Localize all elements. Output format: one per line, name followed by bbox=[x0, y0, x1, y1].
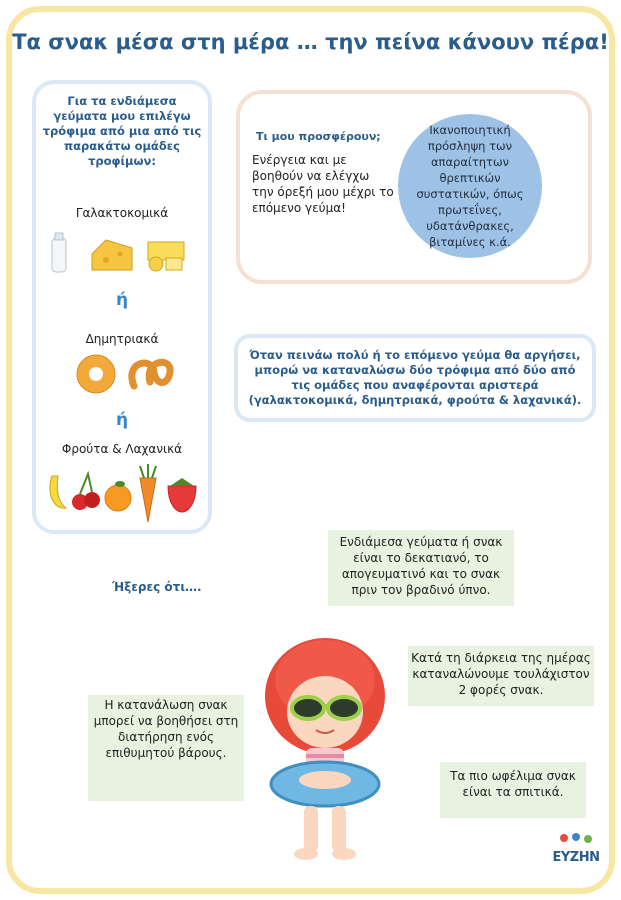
food-groups-panel bbox=[32, 80, 212, 534]
swim-ring-icon bbox=[271, 762, 379, 806]
dairy-images bbox=[44, 232, 204, 276]
cereals-label: Δημητριακά bbox=[85, 332, 159, 346]
bubble-text-4: Τα πιο ωφέλιμα σνακ είναι τα σπιτικά. bbox=[450, 769, 576, 799]
speech-bubble-homemade bbox=[440, 762, 586, 818]
speech-bubble-snacks-definition bbox=[328, 530, 514, 606]
speech-bubble-weight bbox=[88, 695, 244, 801]
logo-text: ΕΥΖΗΝ bbox=[552, 850, 600, 865]
benefits-panel bbox=[236, 90, 592, 284]
logo-figures-icon bbox=[548, 832, 604, 850]
bagel-icon bbox=[77, 355, 115, 393]
or-separator-2: ή bbox=[115, 410, 129, 430]
orange-icon bbox=[105, 481, 131, 511]
fruit-images bbox=[44, 464, 204, 524]
legs-icon bbox=[294, 806, 356, 860]
fruits-vegetables-label: Φρούτα & Λαχανικά bbox=[61, 442, 183, 456]
bubble-text-1: Ενδιάμεσα γεύματα ή σνακ είναι το δεκατιανό, το απογευματινό και το σνακ πριν τον βραδινό ύπνο. bbox=[339, 535, 503, 597]
page-title: Τα σνακ μέσα στη μέρα … την πείνα κάνουν πέρα! bbox=[12, 30, 609, 54]
cheese-icon bbox=[92, 240, 132, 270]
benefits-text: Ενέργεια και με βοηθούν να ελέγχω την όρεξή μου μέχρι το επόμενο γεύμα! bbox=[252, 153, 394, 215]
hunger-advice-text: Όταν πεινάω πολύ ή το επόμενο γεύμα θα αργήσει, μπορώ να καταναλώσω δύο τρόφιμα από δύο από τις ομάδες που αναφέρονται αριστερά (γαλακτοκομικά, δημητριακά, φρούτα & λαχανικά). bbox=[248, 348, 582, 407]
eyzhn-logo bbox=[548, 832, 604, 876]
or-separator-1: ή bbox=[115, 290, 129, 310]
benefits-title: Τι μου προσφέρουν; bbox=[256, 130, 381, 143]
cereals-images bbox=[72, 352, 182, 396]
milk-bottle-icon bbox=[52, 233, 66, 272]
nutrients-text: Ικανοποιητική πρόσληψη των απαραίτητων θρεπτικών συστατικών, όπως πρωτεΐνες, υδατάνθρακες, βιταμίνες κ.ά. bbox=[416, 123, 524, 249]
banana-icon bbox=[50, 476, 66, 508]
girl-illustration bbox=[262, 632, 388, 864]
hunger-advice-box bbox=[234, 334, 596, 422]
speech-bubble-snack-frequency bbox=[408, 646, 594, 706]
did-you-know-heading: Ήξερες ότι…. bbox=[112, 580, 202, 594]
cherries-icon bbox=[72, 474, 100, 510]
dairy-label: Γαλακτοκομικά bbox=[75, 206, 169, 220]
carrot-icon bbox=[140, 464, 156, 522]
pretzel-icon bbox=[132, 362, 170, 386]
food-groups-intro: Για τα ενδιάμεσα γεύματα μου επιλέγω τρόφιμα από μια από τις παρακάτω ομάδες τροφίμων: bbox=[42, 94, 202, 168]
nutrients-circle bbox=[398, 114, 542, 258]
strawberry-icon bbox=[168, 478, 196, 512]
bubble-text-3: Η κατανάλωση σνακ μπορεί να βοηθήσει στη διατήρηση ενός επιθυμητού βάρους. bbox=[93, 698, 239, 760]
bubble-text-2: Κατά τη διάρκεια της ημέρας καταναλώνουμε τουλάχιστον 2 φορές σνακ. bbox=[411, 651, 591, 697]
yogurt-icon bbox=[148, 242, 184, 271]
